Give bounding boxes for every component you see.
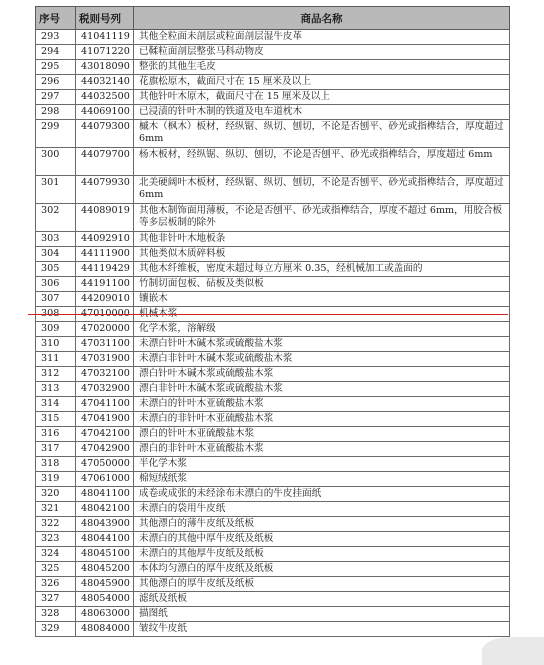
row-name: 漂白的针叶木亚硫酸盐木浆 xyxy=(134,427,510,442)
row-name: 棉短绒纸浆 xyxy=(134,472,510,487)
row-seq: 298 xyxy=(36,105,76,120)
row-code: 47031100 xyxy=(76,337,134,352)
row-seq: 329 xyxy=(36,622,76,637)
row-seq: 324 xyxy=(36,547,76,562)
row-seq: 294 xyxy=(36,45,76,60)
row-code: 44119429 xyxy=(76,262,134,277)
table-row xyxy=(36,120,510,148)
row-name: 未漂白的袋用牛皮纸 xyxy=(134,502,510,517)
row-code: 44209010 xyxy=(76,292,134,307)
row-seq: 318 xyxy=(36,457,76,472)
row-name: 其他全粒面未剖层或粒面剖层湿牛皮革 xyxy=(134,30,510,45)
row-code: 48041100 xyxy=(76,487,134,502)
row-code: 44089019 xyxy=(76,204,134,232)
row-seq: 310 xyxy=(36,337,76,352)
table-row xyxy=(36,457,510,472)
row-name: 漂白针叶木碱木浆或硫酸盐木浆 xyxy=(134,367,510,382)
row-seq: 316 xyxy=(36,427,76,442)
table-header-row xyxy=(36,7,510,30)
row-name: 漂白的非针叶木亚硫酸盐木浆 xyxy=(134,442,510,457)
table-row xyxy=(36,352,510,367)
row-code: 43018090 xyxy=(76,60,134,75)
table-row xyxy=(36,532,510,547)
row-code: 47042100 xyxy=(76,427,134,442)
row-name: 成卷或成张的未经涂布未漂白的牛皮挂面纸 xyxy=(134,487,510,502)
header-seq: 序号 xyxy=(36,7,76,30)
row-seq: 293 xyxy=(36,30,76,45)
row-name: 未漂白的其他厚牛皮纸及纸板 xyxy=(134,547,510,562)
row-seq: 321 xyxy=(36,502,76,517)
row-code: 44191100 xyxy=(76,277,134,292)
table-row xyxy=(36,105,510,120)
row-name: 竹制切面包板、砧板及类似板 xyxy=(134,277,510,292)
table-row xyxy=(36,367,510,382)
row-code: 44032140 xyxy=(76,75,134,90)
row-code: 47020000 xyxy=(76,322,134,337)
table-row xyxy=(36,412,510,427)
row-name: 滤纸及纸板 xyxy=(134,592,510,607)
table-row xyxy=(36,232,510,247)
table-row xyxy=(36,472,510,487)
table-row xyxy=(36,397,510,412)
table-row xyxy=(36,277,510,292)
tariff-list-sheet xyxy=(35,6,509,637)
row-code: 47041100 xyxy=(76,397,134,412)
row-code: 47031900 xyxy=(76,352,134,367)
table-row xyxy=(36,622,510,637)
row-code: 48042100 xyxy=(76,502,134,517)
red-divider-line xyxy=(28,314,508,315)
row-name: 其他非针叶木地板条 xyxy=(134,232,510,247)
table-row xyxy=(36,547,510,562)
row-name: 其他漂白的厚牛皮纸及纸板 xyxy=(134,577,510,592)
row-name: 皱纹牛皮纸 xyxy=(134,622,510,637)
table-row xyxy=(36,592,510,607)
row-seq: 326 xyxy=(36,577,76,592)
row-code: 47041900 xyxy=(76,412,134,427)
header-code: 税则号列 xyxy=(76,7,134,30)
row-seq: 319 xyxy=(36,472,76,487)
table-row xyxy=(36,337,510,352)
table-row xyxy=(36,247,510,262)
row-code: 48063000 xyxy=(76,607,134,622)
row-code: 44079930 xyxy=(76,176,134,204)
table-row xyxy=(36,562,510,577)
row-seq: 307 xyxy=(36,292,76,307)
table-row xyxy=(36,60,510,75)
row-code: 47032100 xyxy=(76,367,134,382)
row-code: 48043900 xyxy=(76,517,134,532)
row-code: 47032900 xyxy=(76,382,134,397)
row-name: 槭木（枫木）板材，经纵锯、纵切、刨切，不论是否刨平、砂光或指榫结合，厚度超过 6mm xyxy=(134,120,510,148)
row-seq: 296 xyxy=(36,75,76,90)
row-seq: 315 xyxy=(36,412,76,427)
row-code: 48045200 xyxy=(76,562,134,577)
row-seq: 302 xyxy=(36,204,76,232)
row-name: 未漂白的其他中厚牛皮纸及纸板 xyxy=(134,532,510,547)
row-name: 已浸渍的针叶木制的铁道及电车道枕木 xyxy=(134,105,510,120)
row-seq: 299 xyxy=(36,120,76,148)
row-code: 44111900 xyxy=(76,247,134,262)
table-row xyxy=(36,30,510,45)
row-name: 北美硬阔叶木板材，经纵锯、纵切、刨切，不论是否刨平、砂光或指榫结合，厚度超过 6mm xyxy=(134,176,510,204)
row-seq: 327 xyxy=(36,592,76,607)
row-code: 48044100 xyxy=(76,532,134,547)
row-name: 花旗松原木，截面尺寸在 15 厘米及以上 xyxy=(134,75,510,90)
row-name: 其他针叶木原木，截面尺寸在 15 厘米及以上 xyxy=(134,90,510,105)
table-row xyxy=(36,262,510,277)
row-seq: 314 xyxy=(36,397,76,412)
table-row xyxy=(36,487,510,502)
table-row xyxy=(36,607,510,622)
row-seq: 301 xyxy=(36,176,76,204)
row-name: 未漂白针叶木碱木浆或硫酸盐木浆 xyxy=(134,337,510,352)
row-code: 48084000 xyxy=(76,622,134,637)
row-seq: 303 xyxy=(36,232,76,247)
table-row xyxy=(36,442,510,457)
table-row xyxy=(36,45,510,60)
row-name: 未漂白非针叶木碱木浆或硫酸盐木浆 xyxy=(134,352,510,367)
row-seq: 328 xyxy=(36,607,76,622)
table-row xyxy=(36,75,510,90)
row-seq: 325 xyxy=(36,562,76,577)
table-row xyxy=(36,322,510,337)
row-seq: 311 xyxy=(36,352,76,367)
table-body xyxy=(36,30,510,637)
row-seq: 322 xyxy=(36,517,76,532)
row-seq: 305 xyxy=(36,262,76,277)
table-row xyxy=(36,517,510,532)
table-row xyxy=(36,204,510,232)
header-name: 商品名称 xyxy=(134,7,510,30)
row-seq: 304 xyxy=(36,247,76,262)
table-row xyxy=(36,90,510,105)
row-seq: 309 xyxy=(36,322,76,337)
corner-shade xyxy=(482,637,544,665)
row-name: 其他类似木质碎料板 xyxy=(134,247,510,262)
table-row xyxy=(36,292,510,307)
table-row xyxy=(36,502,510,517)
row-name: 镶嵌木 xyxy=(134,292,510,307)
row-seq: 300 xyxy=(36,148,76,176)
row-name: 未漂白的针叶木亚硫酸盐木浆 xyxy=(134,397,510,412)
row-code: 47050000 xyxy=(76,457,134,472)
row-name: 化学木浆，溶解级 xyxy=(134,322,510,337)
row-code: 44079300 xyxy=(76,120,134,148)
row-code: 41041119 xyxy=(76,30,134,45)
row-code: 47061000 xyxy=(76,472,134,487)
table-row xyxy=(36,427,510,442)
row-code: 47042900 xyxy=(76,442,134,457)
row-seq: 295 xyxy=(36,60,76,75)
row-name: 未漂白的非针叶木亚硫酸盐木浆 xyxy=(134,412,510,427)
table-row xyxy=(36,577,510,592)
row-name: 漂白非针叶木碱木浆或硫酸盐木浆 xyxy=(134,382,510,397)
row-name: 其他木纤维板，密度未超过每立方厘米 0.35，经机械加工或盖面的 xyxy=(134,262,510,277)
row-code: 44092910 xyxy=(76,232,134,247)
row-code: 44069100 xyxy=(76,105,134,120)
tariff-table xyxy=(35,6,510,637)
row-code: 48045100 xyxy=(76,547,134,562)
table-row xyxy=(36,382,510,397)
row-name: 其他木制饰面用薄板，不论是否刨平、砂光或指榫结合，厚度不超过 6mm，用胶合板等多层板制的除外 xyxy=(134,204,510,232)
row-code: 44079700 xyxy=(76,148,134,176)
row-name: 整张的其他生毛皮 xyxy=(134,60,510,75)
row-seq: 323 xyxy=(36,532,76,547)
row-seq: 312 xyxy=(36,367,76,382)
row-seq: 317 xyxy=(36,442,76,457)
row-code: 44032500 xyxy=(76,90,134,105)
row-name: 其他漂白的薄牛皮纸及纸板 xyxy=(134,517,510,532)
table-row xyxy=(36,148,510,176)
row-name: 描图纸 xyxy=(134,607,510,622)
row-seq: 313 xyxy=(36,382,76,397)
row-code: 48045900 xyxy=(76,577,134,592)
row-name: 已鞣粒面剖层整张马科动物皮 xyxy=(134,45,510,60)
row-code: 48054000 xyxy=(76,592,134,607)
row-seq: 320 xyxy=(36,487,76,502)
row-seq: 306 xyxy=(36,277,76,292)
row-code: 41071220 xyxy=(76,45,134,60)
row-seq: 297 xyxy=(36,90,76,105)
row-name: 杨木板材，经纵锯、纵切、刨切，不论是否刨平、砂光或指榫结合，厚度超过 6mm xyxy=(134,148,510,176)
table-row xyxy=(36,176,510,204)
row-name: 本体均匀漂白的厚牛皮纸及纸板 xyxy=(134,562,510,577)
row-name: 半化学木浆 xyxy=(134,457,510,472)
